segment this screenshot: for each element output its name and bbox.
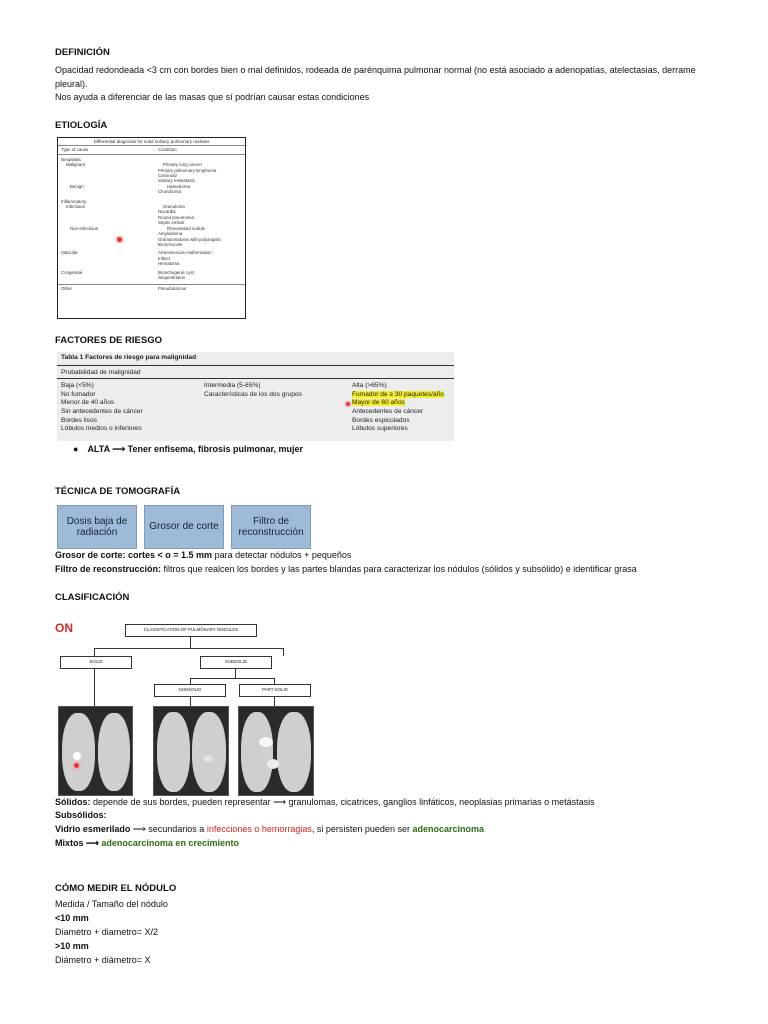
definicion-text xyxy=(55,64,755,105)
cause-inflammatory: Inflammatory xyxy=(61,198,87,204)
node-root: CLASSIFICATION OF PULMONARY NODULES xyxy=(125,624,257,637)
condition-item: Amyloidoma xyxy=(158,231,183,237)
condition-item: Granuloma xyxy=(163,204,185,210)
medir-gt10-formula: Diámetro + diámetro= X xyxy=(55,955,151,965)
factores-table-title: Tabla 1 Factores de riesgo para malignidad xyxy=(57,352,454,366)
baja-item: Bordes lisos xyxy=(61,416,97,424)
filtro-label: Filtro de reconstrucción: xyxy=(55,564,162,574)
etiologia-caption: Differential diagnosis for solid solitary pulmonary nodules xyxy=(58,138,245,146)
alta-item-highlighted: Fumador de ≥ 30 paquetes/año xyxy=(352,390,444,398)
baja-item: Lóbulos medios o inferiores xyxy=(61,425,142,433)
factores-bullet xyxy=(73,443,303,457)
alta-item: Bordes espiculados xyxy=(352,416,410,424)
condition-item: Solitary metastasis xyxy=(158,178,195,184)
solidos-line xyxy=(55,796,755,810)
cause-other: Other xyxy=(61,286,72,292)
tecnica-grosor-line xyxy=(55,549,755,563)
alta-item: Antecedentes de cáncer xyxy=(352,407,424,415)
alta-item: Lóbulos superiores xyxy=(352,425,408,433)
grosor-text: para detectar nódulos + pequeños xyxy=(212,550,352,560)
etiologia-table-image xyxy=(57,137,246,319)
cause-vascular: Vascular xyxy=(61,250,78,256)
condition-item: Nocardia xyxy=(158,209,176,215)
condition-item: Chondroma xyxy=(158,189,181,195)
etiologia-header xyxy=(58,146,245,154)
condition-item: Bronchogenic cyst xyxy=(158,269,194,275)
alta-item-highlighted: Mayor de 60 años xyxy=(352,399,405,407)
condition-item: Bronchocele xyxy=(158,241,183,247)
definicion-heading: DEFINICIÓN xyxy=(55,47,110,58)
tecnica-filtro-line xyxy=(55,563,755,577)
alta-item: Alta (>65%) xyxy=(352,382,387,390)
mixtos-line xyxy=(55,837,755,851)
condition-item: Hamartoma xyxy=(167,183,190,189)
vidrio-line xyxy=(55,823,755,837)
medir-gt10: >10 mm xyxy=(55,941,89,951)
condition-item: Arteriovenous malformation xyxy=(158,250,212,256)
medir-heading: CÓMO MEDIR EL NÓDULO xyxy=(55,883,177,894)
cause-benign: Benign xyxy=(70,183,84,189)
subsolidos-label: Subsólidos: xyxy=(55,810,107,820)
tecnica-box-dosis: Dosis baja de radiación xyxy=(57,505,137,549)
intermedia-item: Intermedia (5-65%) xyxy=(204,382,261,390)
bullet-icon: ● xyxy=(73,444,79,454)
vidrio-text: ⟶ secundarios a xyxy=(130,824,207,834)
solidos-label: Sólidos: xyxy=(55,797,91,807)
etiologia-heading: ETIOLOGÍA xyxy=(55,120,108,131)
mixtos-green-text: adenocarcinoma en crecimiento xyxy=(101,838,239,848)
vidrio-mid-text: , si persisten pueden ser xyxy=(311,824,413,834)
col-condition: Condition xyxy=(158,147,177,153)
cursor-marker-icon xyxy=(74,763,79,768)
condition-item: Round pneumonia xyxy=(158,214,194,220)
ct-image-part-solid xyxy=(238,706,314,796)
node-part-solid: PART-SOLID xyxy=(239,684,311,697)
condition-item: Pseudotumour xyxy=(158,286,187,292)
ct-image-nonsolid xyxy=(153,706,229,796)
definicion-line-1: Opacidad redondeada <3 cm con bordes bien o mal definidos, rodeada de parénquima pulmonar normal (no está asociado a adenopatías, atelectasias, derrame xyxy=(55,65,696,75)
medir-line-1: Medida / Tamaño del nódulo xyxy=(55,899,168,909)
condition-item: Rheumatoid nodule xyxy=(167,225,206,231)
cause-malignant: Malignant xyxy=(66,162,86,168)
condition-item: Sequestration xyxy=(158,274,186,280)
mixtos-label: Mixtos ⟶ xyxy=(55,838,102,848)
filtro-text: filtros que realcen los bordes y las partes blandas para caracterizar los nódulos (sólidos y subsólido) e identificar grasa xyxy=(161,564,637,574)
title-fragment: ON xyxy=(55,621,73,635)
clasificacion-diagram-image xyxy=(55,620,313,795)
condition-item: Primary lung cancer xyxy=(163,162,203,168)
medir-lt10: <10 mm xyxy=(55,913,89,923)
alta-column xyxy=(352,382,444,434)
solidos-text: depende de sus bordes, pueden representar ⟶ granulomas, cicatrices, ganglios linfáticos, neoplasias primarias o metástasis xyxy=(90,797,595,807)
intermedia-item: Características de los dos grupos xyxy=(204,390,302,398)
medir-lt10-formula: Diametro + diametro= X/2 xyxy=(55,927,159,937)
cause-neoplastic: Neoplastic xyxy=(61,156,82,162)
node-nonsolid: NONSOLID xyxy=(154,684,226,697)
definicion-line-2: pleural). xyxy=(55,78,88,89)
baja-item: Menor de 40 años xyxy=(61,399,115,407)
condition-item: Infarct xyxy=(158,255,171,261)
tecnica-box-grosor: Grosor de corte xyxy=(144,505,224,549)
cursor-marker-icon xyxy=(117,237,122,242)
tecnica-heading: TÉCNICA DE TOMOGRAFÍA xyxy=(55,486,181,497)
baja-item: Sin antecedentes de cáncer xyxy=(61,407,143,415)
col-type-of-cause: Type of cause xyxy=(61,147,89,153)
factores-table-subtitle: Probabilidad de malignidad xyxy=(57,368,454,380)
factores-heading: FACTORES DE RIESGO xyxy=(55,335,162,346)
clasificacion-heading: CLASIFICACIÓN xyxy=(55,592,130,603)
condition-item: Septic emboli xyxy=(158,220,185,226)
ct-image-solid xyxy=(58,706,133,796)
baja-item: No fumador xyxy=(61,390,96,398)
factores-table-image xyxy=(57,352,454,441)
tecnica-box-filtro: Filtro de reconstrucción xyxy=(231,505,311,549)
factores-bullet-text: ALTA ⟶ Tener enfisema, fibrosis pulmonar, mujer xyxy=(87,444,304,454)
node-solid: SOLID xyxy=(60,656,132,669)
vidrio-green-text: adenocarcinoma xyxy=(412,824,484,834)
vidrio-red-text: infecciones o hemorragias xyxy=(206,824,312,834)
vidrio-label: Vidrio esmerilado xyxy=(55,824,131,834)
baja-column xyxy=(61,382,204,434)
cause-non-infectious: Non-infectious xyxy=(70,225,99,231)
condition-item: Granulomatosis with polyangiitis xyxy=(158,236,221,242)
grosor-label: Grosor de corte: cortes < o = 1.5 mm xyxy=(55,550,213,560)
condition-item: Carcinoid xyxy=(158,173,177,179)
cause-infectious: Infectious xyxy=(66,204,85,210)
definicion-line-3: Nos ayuda a diferenciar de las masas que sí podrían causar estas condiciones xyxy=(55,92,370,102)
intermedia-column xyxy=(204,382,352,434)
cause-congenital: Congenital xyxy=(61,269,82,275)
condition-item: Hematoma xyxy=(158,261,180,267)
baja-item: Baja (<5%) xyxy=(61,382,94,390)
condition-item: Primary pulmonary lymphoma xyxy=(158,167,217,173)
node-subsolid: SUBSOLID xyxy=(200,656,272,669)
